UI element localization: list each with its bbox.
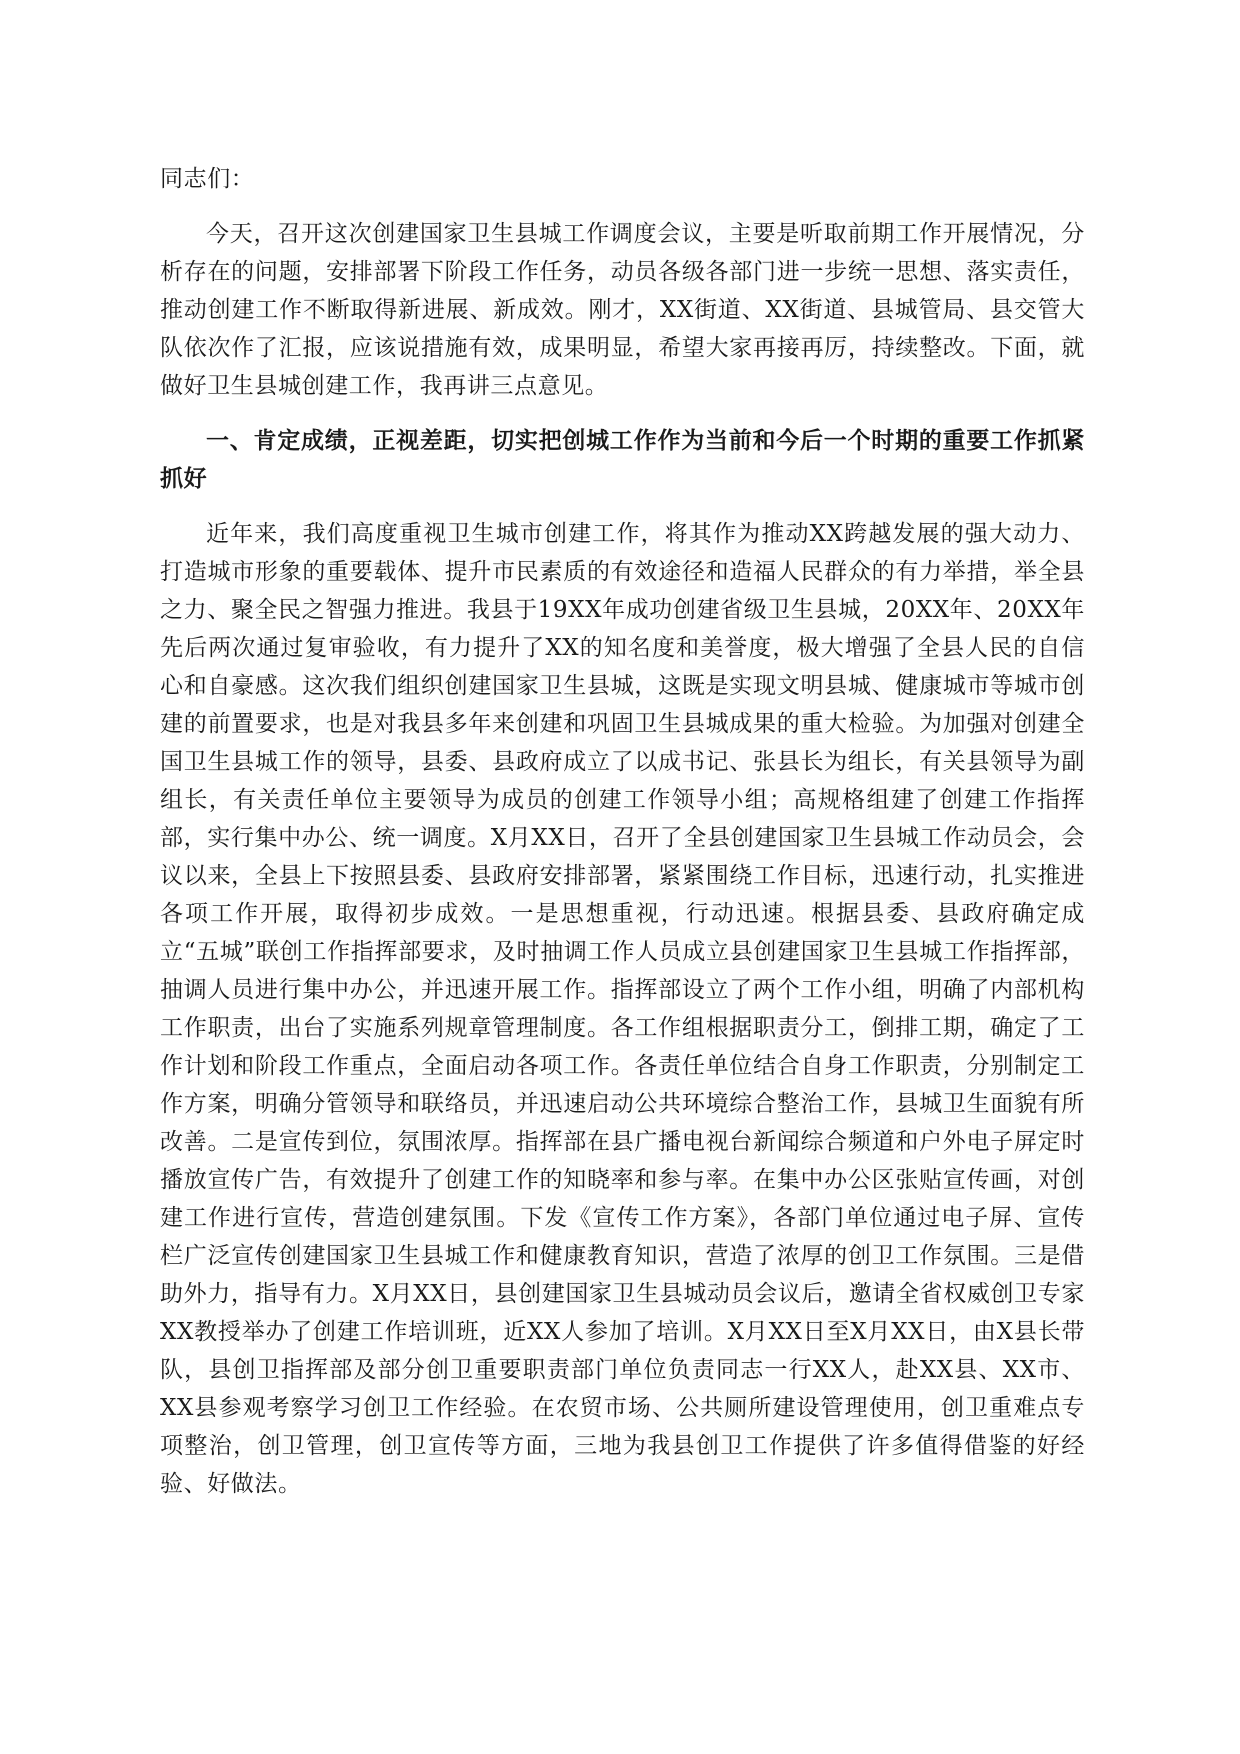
intro-paragraph: 今天，召开这次创建国家卫生县城工作调度会议，主要是听取前期工作开展情况，分析存在的问题，安排部署下阶段工作任务，动员各级各部门进一步统一思想、落实责任，推动创建工作不断取得新进展、新成效。刚才，XX街道、XX街道、县城管局、县交管大队依次作了汇报，应该说措施有效，成果明显，希望大家再接再厉，持续整改。下面，就做好卫生县城创建工作，我再讲三点意见。 — [160, 221, 1085, 399]
salutation: 同志们： — [160, 166, 255, 192]
section-heading-1: 一、肯定成绩，正视差距，切实把创城工作作为当前和今后一个时期的重要工作抓紧抓好 — [160, 427, 1085, 492]
document-body — [160, 160, 1085, 1520]
section-1-paragraph: 近年来，我们高度重视卫生城市创建工作，将其作为推动XX跨越发展的强大动力、打造城市形象的重要载体、提升市民素质的有效途径和造福人民群众的有力举措，举全县之力、聚全民之智强力推进。我县于19XX年成功创建省级卫生县城，20XX年、20XX年先后两次通过复审验收，有力提升了XX的知名度和美誉度，极大增强了全县人民的自信心和自豪感。这次我们组织创建国家卫生县城，这既是实现文明县城、健康城市等城市创建的前置要求，也是对我县多年来创建和巩固卫生县城成果的重大检验。为加强对创建全国卫生县城工作的领导，县委、县政府成立了以成书记、张县长为组长，有关县领导为副组长，有关责任单位主要领导为成员的创建工作领导小组；高规格组建了创建工作指挥部，实行集中办公、统一调度。X月XX日，召开了全县创建国家卫生县城工作动员会，会议以来，全县上下按照县委、县政府安排部署，紧紧围绕工作目标，迅速行动，扎实推进各项工作开展，取得初步成效。一是思想重视，行动迅速。根据县委、县政府确定成立“五城”联创工作指挥部要求，及时抽调工作人员成立县创建国家卫生县城工作指挥部，抽调人员进行集中办公，并迅速开展工作。指挥部设立了两个工作小组，明确了内部机构工作职责，出台了实施系列规章管理制度。各工作组根据职责分工，倒排工期，确定了工作计划和阶段工作重点，全面启动各项工作。各责任单位结合自身工作职责，分别制定工作方案，明确分管领导和联络员，并迅速启动公共环境综合整治工作，县城卫生面貌有所改善。二是宣传到位，氛围浓厚。指挥部在县广播电视台新闻综合频道和户外电子屏定时播放宣传广告，有效提升了创建工作的知晓率和参与率。在集中办公区张贴宣传画，对创建工作进行宣传，营造创建氛围。下发《宣传工作方案》，各部门单位通过电子屏、宣传栏广泛宣传创建国家卫生县城工作和健康教育知识，营造了浓厚的创卫工作氛围。三是借助外力，指导有力。X月XX日，县创建国家卫生县城动员会议后，邀请全省权威创卫专家XX教授举办了创建工作培训班，近XX人参加了培训。X月XX日至X月XX日，由X县长带队，县创卫指挥部及部分创卫重要职责部门单位负责同志一行XX人，赴XX县、XX市、XX县参观考察学习创卫工作经验。在农贸市场、公共厕所建设管理使用，创卫重难点专项整治，创卫管理，创卫宣传等方面，三地为我县创卫工作提供了许多值得借鉴的好经验、好做法。 — [160, 521, 1085, 1497]
